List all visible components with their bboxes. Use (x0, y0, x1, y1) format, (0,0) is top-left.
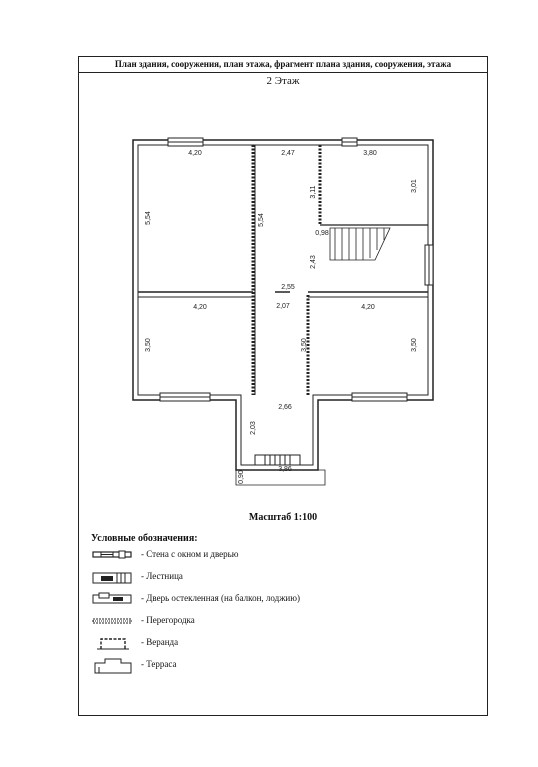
dim-bottom-mid-height: 3,50 (301, 338, 308, 352)
legend-label: - Терраса (141, 659, 177, 669)
dim-top-left-height: 5,54 (145, 211, 152, 225)
legend-label: - Перегородка (141, 615, 195, 625)
dim-porch-height: 2,03 (250, 421, 257, 435)
dim-porch-width: 2,66 (278, 404, 292, 411)
legend-title: Условные обозначения: (91, 533, 198, 544)
balcony-door (255, 455, 300, 465)
dim-terrace-width: 3,86 (278, 466, 292, 473)
dim-terrace-depth: 0,90 (238, 470, 245, 484)
windows (160, 138, 433, 401)
dim-top-right-height-b: 3,01 (411, 179, 418, 193)
dim-top-right-height-a: 3,11 (310, 185, 317, 199)
dim-bottom-left-height: 3,50 (145, 338, 152, 352)
dim-bottom-right-height: 3,50 (411, 338, 418, 352)
legend-label: - Лестница (141, 571, 183, 581)
interior-walls (138, 145, 428, 395)
scale-label: Масштаб 1:100 (248, 512, 318, 523)
legend-label: - Дверь остекленная (на балкон, лоджию) (141, 593, 300, 603)
legend-label: - Веранда (141, 637, 179, 647)
dim-hall-gap: 2,07 (276, 303, 290, 310)
dim-corridor-height: 5,54 (258, 213, 265, 227)
legend-label: - Стена с окном и дверью (141, 549, 239, 559)
dim-corridor-width: 2,47 (281, 150, 295, 157)
dim-top-left-width: 4,20 (188, 150, 202, 157)
dim-stair-gap: 0,98 (315, 230, 329, 237)
dim-stair-height: 2,43 (310, 255, 317, 269)
dim-bottom-right-width: 4,20 (361, 304, 375, 311)
dim-top-right-width: 3,80 (363, 150, 377, 157)
dim-hall-width: 2,55 (281, 284, 295, 291)
floor-title: 2 Этаж (266, 75, 300, 87)
staircase (330, 228, 390, 260)
dim-bottom-left-width: 4,20 (193, 304, 207, 311)
sheet-header: План здания, сооружения, план этажа, фрагмент плана здания, сооружения, этажа (79, 57, 487, 73)
